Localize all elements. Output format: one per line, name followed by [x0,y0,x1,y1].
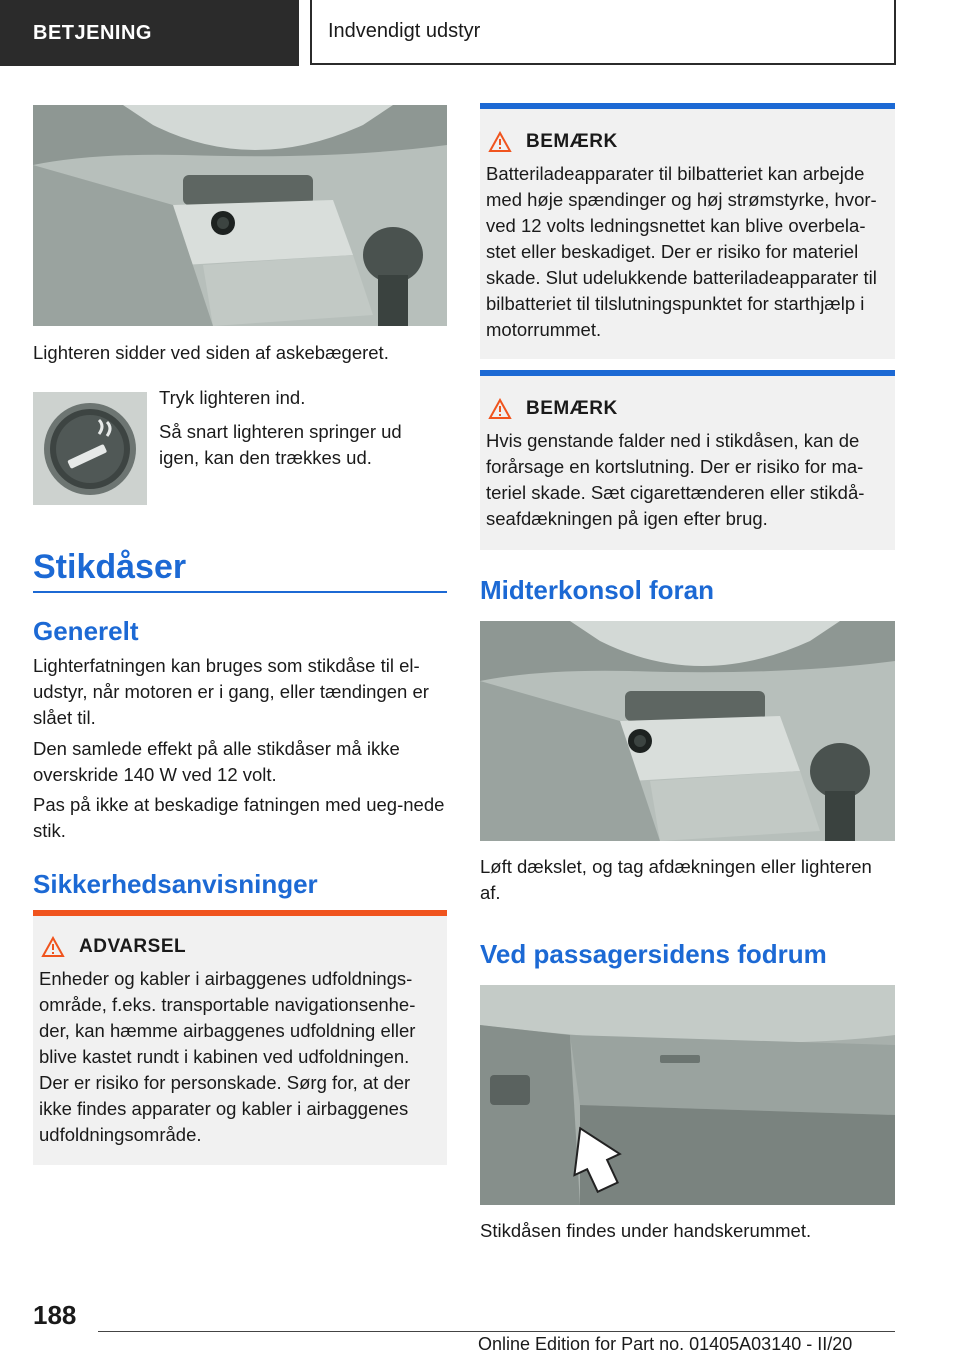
warning-icon [41,936,65,958]
caption-console: Lighteren sidder ved siden af askebægeret. [33,342,389,363]
lighter-step-2: Så snart lighteren springer ud igen, kan den trækkes ud. [159,421,402,468]
console-photo [33,105,447,326]
chapter-title: Indvendigt udstyr [328,20,481,42]
notice-box-1 [480,103,895,359]
notice-text-2: Hvis genstande falder ned i stikdåsen, kan de forårsage en kortslutning. Der er risiko for ma-teriel skade. Sæt cigarettænderen eller stikdå-seafdækningen på igen efter brug. [486,430,865,529]
caption-footwell: Stikdåsen findes under handskerummet. [480,1220,812,1241]
warning-text: Enheder og kabler i airbaggenes udfoldnings-område, f.eks. transportable navigationsenhe-der, kan hæmme airbaggenes udfoldning eller blive kastet rundt i kabinen ved udfoldningen. Der er risiko for personskade. Sørg for, at der ikke findes apparater og kabler i airbaggenes udfoldningsområde. [39,968,416,1145]
warning-title-text: ADVARSEL [79,936,187,957]
paragraph-2: Den samlede effekt på alle stikdåser må ikke overskride 140 W ved 12 volt. [33,738,400,785]
paragraph-1: Lighterfatningen kan bruges som stikdåse til el-udstyr, når motoren er i gang, eller tændingen er slået til. [33,655,429,728]
heading-stikdaaser: Stikdåser [33,548,187,586]
notice-box-2 [480,370,895,550]
caution-icon [488,131,512,153]
notice-title-1-text: BEMÆRK [526,131,618,152]
heading-midterkonsol: Midterkonsol foran [480,575,715,605]
notice-title-2-text: BEMÆRK [526,398,618,419]
heading-sikkerhed: Sikkerhedsanvisninger [33,869,318,899]
chapter-tab [310,0,896,65]
heading-fodrum: Ved passagersidens fodrum [480,939,827,969]
heading-generelt: Generelt [33,616,139,646]
caution-icon [488,398,512,420]
warning-bar [33,910,447,916]
notice-bar-2 [480,370,895,376]
footer-rule [98,1331,895,1332]
notice-text-1: Batteriladeapparater til bilbatteriet kan arbejde med høje spændinger og høj strømstyrke, hvor-ved 12 volts ledningsnettet kan blive overbela-stet eller beskadiget. Der er risiko for materiel skade. Slut udelukkende batteriladeapparater til bilbatteriet til tilslutningspunktet for starthjælp i motorrummet. [486,163,877,340]
paragraph-3: Pas på ikke at beskadige fatningen med ueg-nede stik. [33,794,445,841]
caption-center-console: Løft dækslet, og tag afdækningen eller lighteren af. [480,856,872,903]
lighter-photo [33,392,147,505]
notice-title-2 [488,398,618,420]
page-number: 188 [33,1300,77,1330]
warning-title [41,936,186,958]
footwell-photo [480,985,895,1205]
edition-text: Online Edition for Part no. 01405A03140 - II/20 [478,1334,853,1354]
section-tab [0,0,299,66]
section-title: BETJENING [33,21,152,44]
notice-bar-1 [480,103,895,109]
center-console-photo [480,621,895,841]
warning-box [33,910,447,1165]
notice-title-1 [488,131,618,153]
lighter-step-1: Tryk lighteren ind. [159,387,306,408]
heading-rule [33,591,447,593]
